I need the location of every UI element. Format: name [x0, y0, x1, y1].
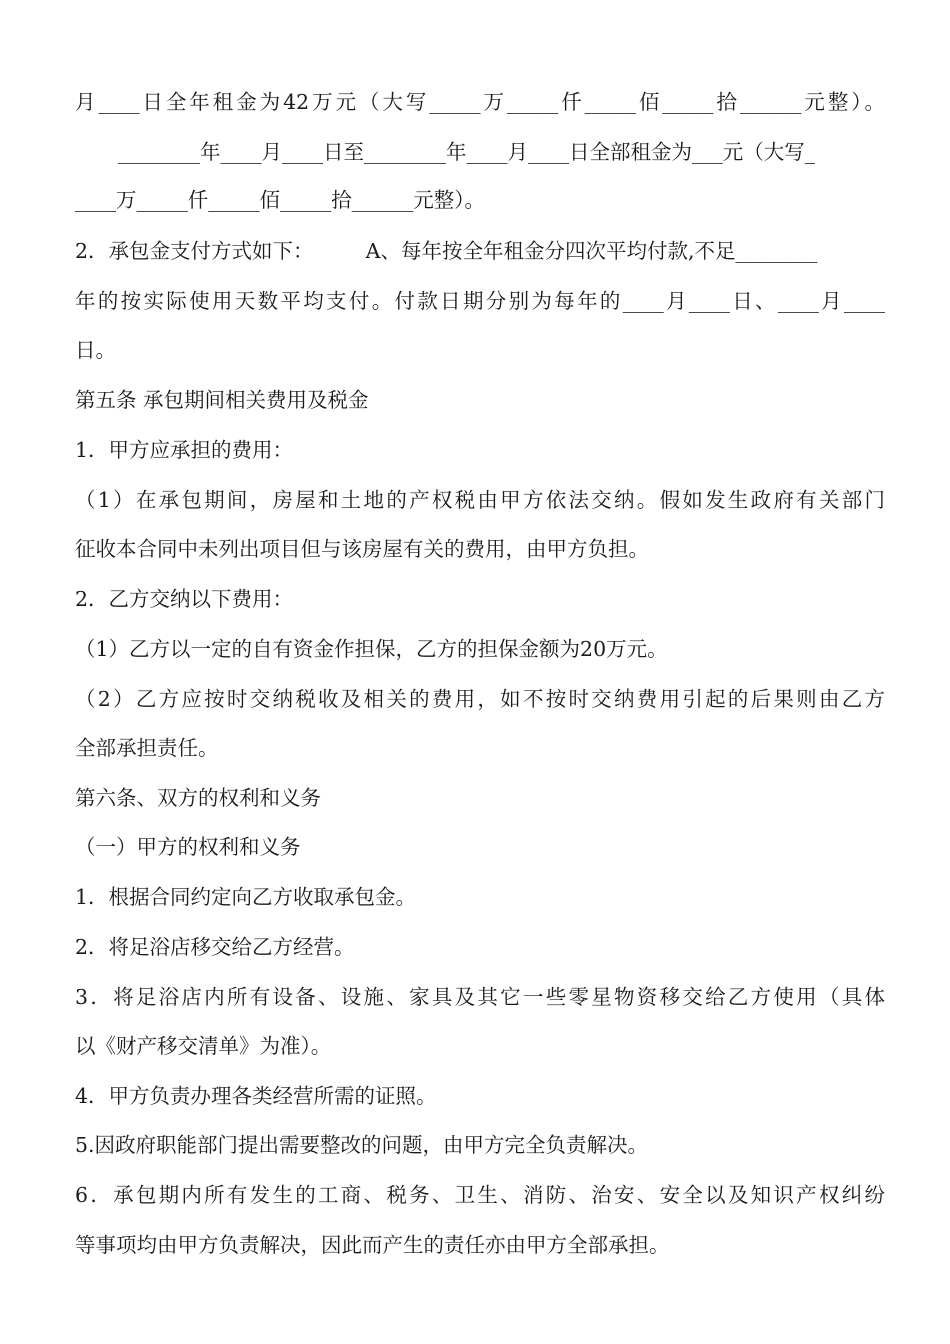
section-heading-article-6: 第六条、双方的权利和义务: [75, 786, 321, 810]
text-line-taxes: （2）乙方应按时交纳税收及相关的费用，如不按时交纳费用引起的后果则由乙方: [75, 687, 885, 711]
section-heading-article-5: 第五条 承包期间相关费用及税金: [75, 388, 369, 412]
text-line-payment-dates: 年的按实际使用天数平均支付。付款日期分别为每年的____月____日、____月____: [75, 289, 885, 313]
text-line-rent-annual: 月____日全年租金为42万元（大写_____万_____仟_____佰_____拾______元整）。: [75, 90, 885, 114]
text-line-rectification: 5.因政府职能部门提出需要整改的问题，由甲方完全负责解决。: [75, 1133, 649, 1157]
text-line-payment-method: 2．承包金支付方式如下： A、每年按全年租金分四次平均付款,不足________: [75, 239, 818, 263]
text-line-party-a-costs: 1．甲方应承担的费用：: [75, 438, 294, 462]
text-line-party-b-costs: 2．乙方交纳以下费用：: [75, 587, 294, 611]
text-line-property-tax-cont: 征收本合同中未列出项目但与该房屋有关的费用，由甲方负担。: [75, 537, 649, 561]
text-line-rent-total-cont: ____万_____仟_____佰_____拾______元整）。: [75, 188, 485, 212]
text-line-property-tax: （1）在承包期间，房屋和土地的产权税由甲方依法交纳。假如发生政府有关部门: [75, 488, 885, 512]
text-line-rent-total: ________年____月____日至________年____月____日全部租金为___元（大写_: [118, 140, 815, 164]
text-line-guarantee: （1）乙方以一定的自有资金作担保，乙方的担保金额为20万元。: [75, 637, 668, 661]
text-line-disputes-cont: 等事项均由甲方负责解决，因此而产生的责任亦由甲方全部承担。: [75, 1233, 670, 1257]
text-line-licenses: 4．甲方负责办理各类经营所需的证照。: [75, 1084, 437, 1108]
text-line-hand-over-equipment-cont: 以《财产移交清单》为准）。: [75, 1034, 332, 1058]
subsection-heading-party-a: （一）甲方的权利和义务: [75, 835, 301, 859]
text-line-collect-fee: 1．根据合同约定向乙方收取承包金。: [75, 885, 417, 909]
text-line-taxes-cont: 全部承担责任。: [75, 736, 219, 760]
text-line-hand-over-shop: 2．将足浴店移交给乙方经营。: [75, 935, 355, 959]
text-line-disputes: 6．承包期内所有发生的工商、税务、卫生、消防、治安、安全以及知识产权纠纷: [75, 1183, 885, 1207]
text-line-hand-over-equipment: 3．将足浴店内所有设备、设施、家具及其它一些零星物资移交给乙方使用（具体: [75, 985, 885, 1009]
text-line-payment-dates-end: 日。: [75, 338, 116, 362]
